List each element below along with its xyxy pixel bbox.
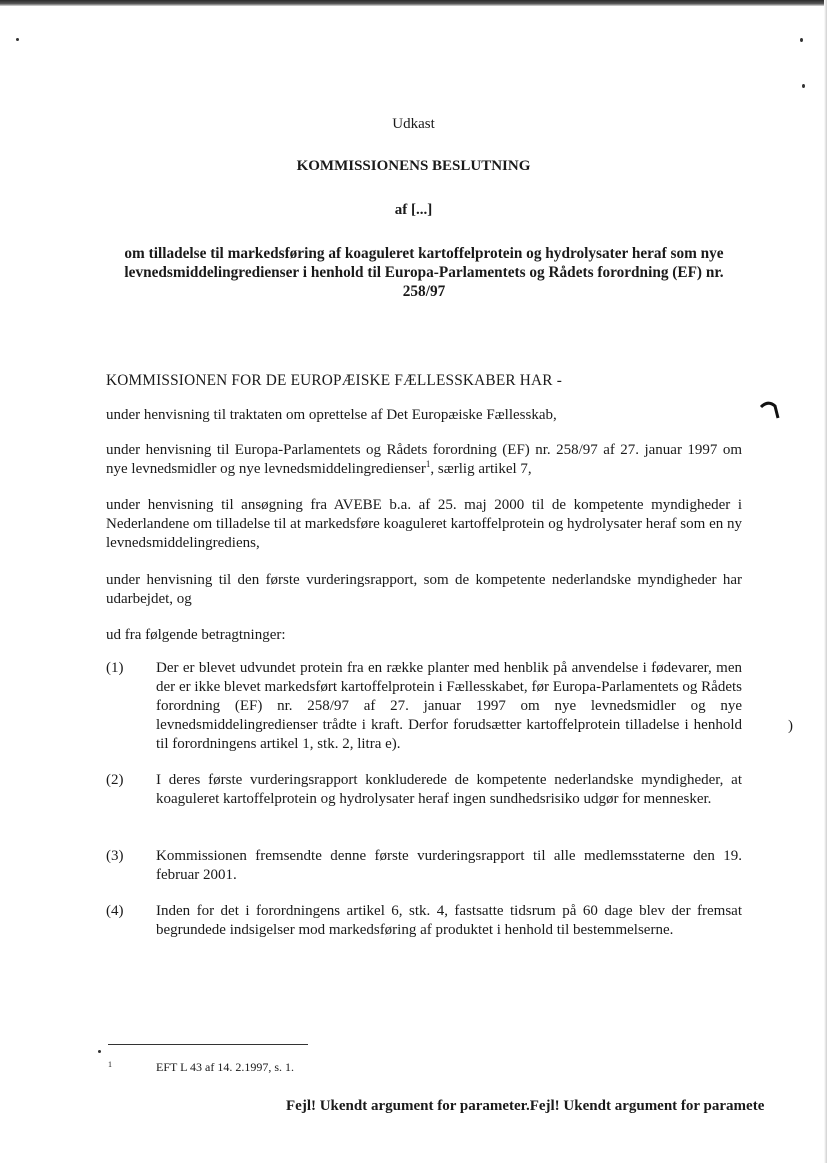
recital-text: Inden for det i forordningens artikel 6, stk. 4, fastsatte tidsrum på 60 dage blev der fremsat begrundede indsigelser mod markedsføring af produktet i henhold til bestemmelserne. [156, 903, 742, 938]
recital-number: (3) [106, 848, 124, 864]
scan-speck [16, 38, 19, 41]
recital-text: I deres første vurderingsrapport konkluderede de kompetente nederlandske myndigheder, at koaguleret kartoffelprotein og hydrolysater heraf ingen sundhedsrisiko udgør for mennesker. [156, 772, 742, 807]
decision-title: KOMMISSIONENS BESLUTNING [296, 158, 531, 174]
scan-speck [98, 1050, 101, 1053]
whereas-intro: ud fra følgende betragtninger: [106, 627, 286, 643]
scan-border-top [0, 0, 827, 6]
recital-3 [106, 847, 742, 885]
draft-label: Udkast [392, 116, 435, 132]
recital-number: (4) [106, 903, 124, 919]
footnote [108, 1060, 294, 1075]
citation-application: under henvisning til ansøgning fra AVEBE b.a. af 25. maj 2000 til de kompetente myndigheder i Nederlandene om tilladelse til at markedsføre koaguleret kartoffelprotein og hydrolysater heraf som en ny levnedsmiddelingrediens, [106, 497, 742, 551]
recital-2 [106, 771, 742, 809]
date-line: af [...] [394, 202, 433, 218]
recital-number: (1) [106, 660, 124, 676]
margin-paren: ) [788, 718, 793, 734]
footer-field-error: Fejl! Ukendt argument for parameter.Fejl! Ukendt argument for paramete [286, 1098, 765, 1114]
footnote-text: EFT L 43 af 14. 2.1997, s. 1. [156, 1060, 294, 1074]
footnote-ref: 1 [425, 459, 431, 469]
citation-assessment: under henvisning til den første vurderingsrapport, som de kompetente nederlandske myndigheder har udarbejdet, og [106, 572, 742, 607]
commission-line: KOMMISSIONEN FOR DE EUROPÆISKE FÆLLESSKABER HAR - [106, 372, 563, 389]
footnote-divider [108, 1044, 308, 1045]
scan-speck [800, 38, 803, 42]
citation-regulation-text: under henvisning til Europa-Parlamentets og Rådets forordning (EF) nr. 258/97 af 27. januar 1997 om nye levnedsmidler og nye levnedsmiddelingredienser [106, 442, 742, 477]
hook-mark-icon [758, 398, 780, 420]
footnote-mark: 1 [108, 1060, 112, 1069]
subject-heading: om tilladelse til markedsføring af koaguleret kartoffelprotein og hydrolysater heraf som nye levnedsmiddelingredienser i henhold til Europa-Parlamentets og Rådets forordning (EF) nr. 258/97 [124, 245, 724, 300]
scan-speck [802, 84, 805, 88]
citation-treaty: under henvisning til traktaten om oprettelse af Det Europæiske Fællesskab, [106, 407, 557, 423]
recital-1 [106, 659, 742, 754]
citation-regulation [106, 441, 742, 479]
recital-number: (2) [106, 772, 124, 788]
citation-regulation-tail: , særlig artikel 7, [430, 461, 532, 477]
recital-4 [106, 902, 742, 940]
recital-text: Der er blevet udvundet protein fra en række planter med henblik på anvendelse i fødevarer, men der er ikke blevet markedsført kartoffelprotein i Fællesskabet, før Europa-Parlamentets og Rådets forordning (EF) nr. 258/97 af 27. januar 1997 om nye levnedsmidler og nye levnedsmiddelingredienser trådte i kraft. Derfor forudsætter kartoffelprotein tilladelse i henhold til forordningens artikel 1, stk. 2, litra e). [156, 660, 742, 752]
recital-text: Kommissionen fremsendte denne første vurderingsrapport til alle medlemsstaterne den 19. februar 2001. [156, 848, 742, 883]
